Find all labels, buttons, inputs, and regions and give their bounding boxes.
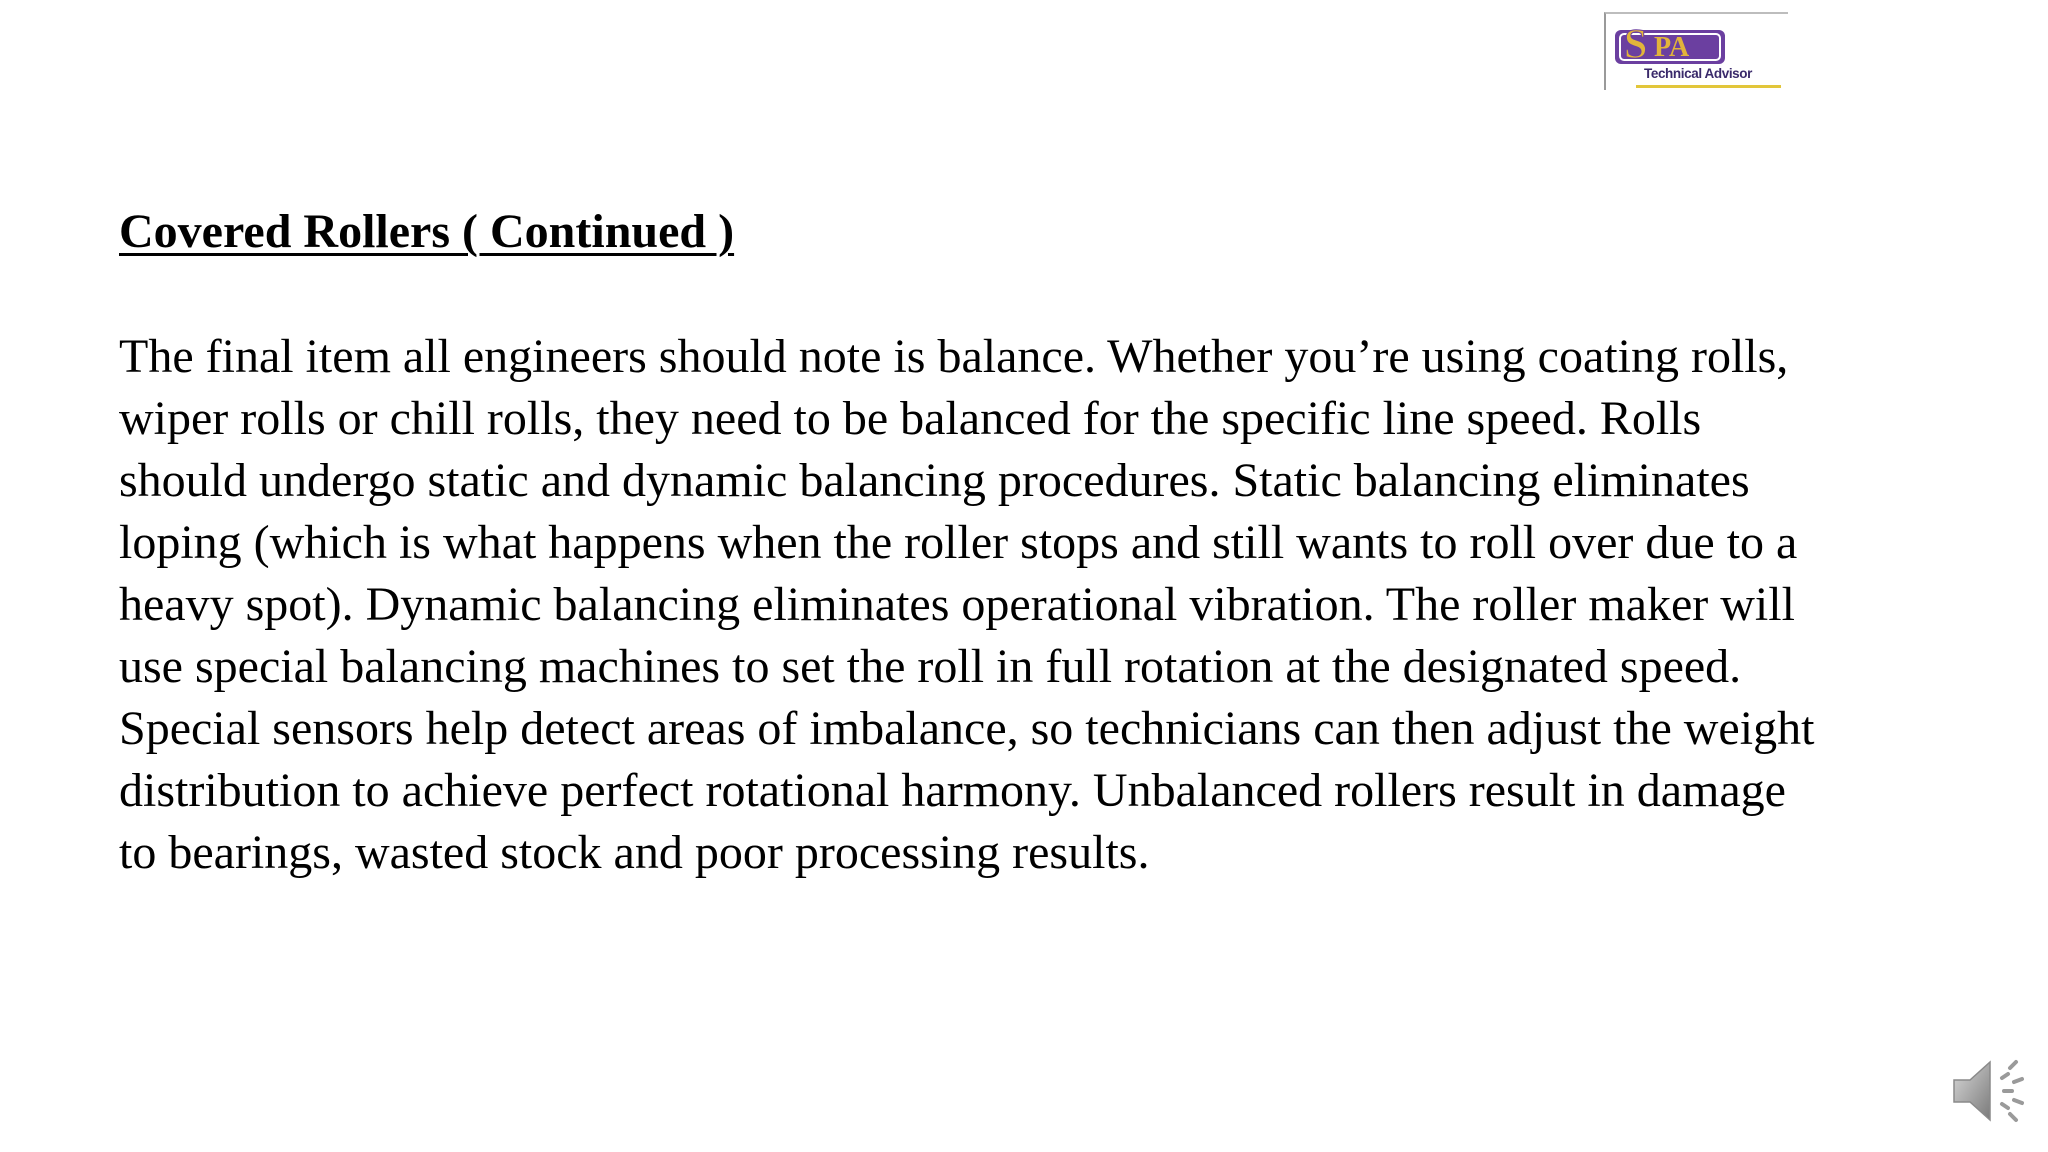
body-line: to bearings, wasted stock and poor processing results.: [119, 826, 1150, 879]
body-line: The final item all engineers should note is balance. Whether you’re using coating rolls,: [119, 330, 1789, 383]
body-line: wiper rolls or chill rolls, they need to be balanced for the specific line speed. Rolls: [119, 392, 1702, 445]
svg-text:S: S: [1624, 22, 1648, 68]
logo-underline: [1636, 85, 1781, 88]
spa-logo: [1604, 12, 1788, 90]
body-line: should undergo static and dynamic balancing procedures. Static balancing eliminates: [119, 454, 1750, 507]
svg-text:PA: PA: [1654, 32, 1690, 63]
body-line: Special sensors help detect areas of imbalance, so technicians can then adjust the weight: [119, 702, 1815, 755]
body-line: loping (which is what happens when the roller stops and still wants to roll over due to a: [119, 516, 1798, 569]
body-line: use special balancing machines to set the roll in full rotation at the designated speed.: [119, 640, 1742, 693]
slide-title: Covered Rollers ( Continued ): [119, 205, 735, 258]
body-line: distribution to achieve perfect rotational harmony. Unbalanced rollers result in damage: [119, 764, 1786, 817]
slide-body: [119, 326, 1979, 884]
logo-tagline: Technical Advisor: [1644, 66, 1752, 81]
speaker-icon-graphic: [1948, 1048, 2034, 1134]
body-line: heavy spot). Dynamic balancing eliminates operational vibration. The roller maker will: [119, 578, 1795, 631]
speaker-icon[interactable]: [1948, 1048, 2034, 1134]
